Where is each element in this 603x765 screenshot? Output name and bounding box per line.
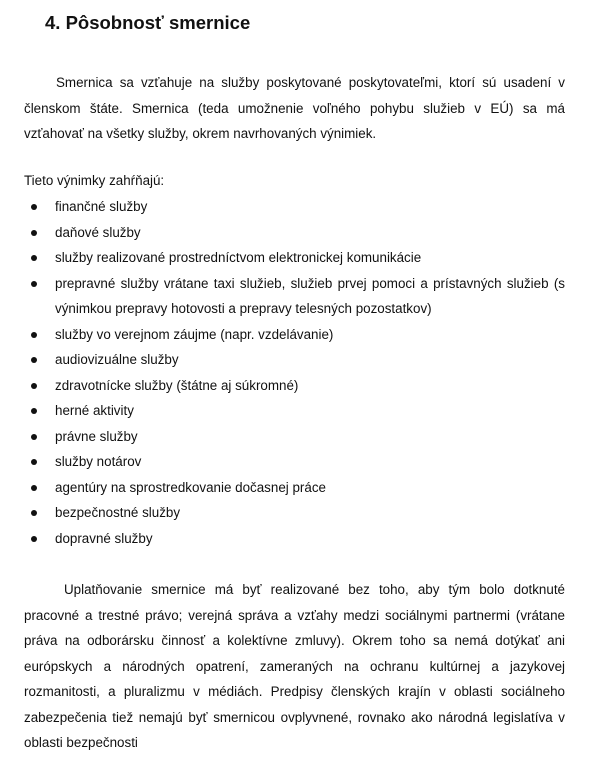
exceptions-list [24, 194, 565, 551]
list-item [24, 526, 565, 552]
bullet-icon [31, 485, 37, 491]
bullet-icon [31, 332, 37, 338]
bullet-icon [31, 230, 37, 236]
list-item-text: audiovizuálne služby [55, 352, 179, 367]
list-item-text: služby notárov [55, 454, 142, 469]
list-item-text: služby vo verejnom záujme (napr. vzdelávanie) [55, 326, 334, 342]
bullet-icon [31, 434, 37, 440]
bullet-icon [31, 255, 37, 261]
bullet-icon [31, 408, 37, 414]
list-item [24, 424, 565, 450]
bullet-icon [31, 357, 37, 363]
list-item-text: prepravné služby vrátane taxi služieb, služieb prvej pomoci a prístavných služieb (s výnimkou prepravy hotovosti a prepravy telesných pozostatkov) [55, 275, 565, 316]
list-item-text: bezpečnostné služby [55, 505, 181, 520]
list-item-text: dopravné služby [55, 530, 153, 546]
list-item [24, 322, 565, 348]
list-item [24, 475, 565, 501]
list-item [24, 398, 565, 424]
list-item-text: agentúry na sprostredkovanie dočasnej práce [55, 479, 326, 495]
list-item [24, 347, 565, 373]
bullet-icon [31, 510, 37, 516]
list-item-text: daňové služby [55, 224, 141, 240]
scope-paragraph: Smernica sa vzťahuje na služby poskytované poskytovateľmi, ktorí sú usadení v členskom štáte. Smernica (teda umožnenie voľného pohybu služieb v EÚ) sa má vzťahovať na všetky služby, okrem navrhovaných výnimiek. [24, 75, 565, 141]
bullet-icon [31, 459, 37, 465]
section-heading: 4. Pôsobnosť smernice [45, 12, 251, 33]
list-item-text: služby realizované prostredníctvom elektronickej komunikácie [55, 250, 422, 265]
exceptions-intro: Tieto výnimky zahŕňajú: [24, 173, 165, 188]
list-item [24, 271, 565, 322]
bullet-icon [31, 383, 37, 389]
list-item-text: finančné služby [55, 199, 148, 214]
bullet-icon [31, 536, 37, 542]
bullet-icon [31, 281, 37, 287]
application-paragraph: Uplatňovanie smernice má byť realizované bez toho, aby tým bolo dotknuté pracovné a trestné právo; verejná správa a vzťahy medzi sociálnymi partnermi (vrátane práva na odborársku činnosť a kolektívne zmluvy). Okrem toho sa nemá dotýkať ani európskych a národných opatrení, zameraných na ochranu kultúrnej a jazykovej rozmanitosti, a pluralizmu v médiách. Predpisy členských krajín v oblasti sociálneho zabezpečenia tiež nemajú byť smernicou ovplyvnené, rovnako ako národná legislatíva v oblasti bezpečnosti [24, 582, 565, 750]
list-item-text: právne služby [55, 428, 138, 444]
list-item [24, 245, 565, 271]
list-item [24, 194, 565, 220]
list-item [24, 449, 565, 475]
bullet-icon [31, 204, 37, 210]
list-item [24, 373, 565, 399]
list-item-text: herné aktivity [55, 403, 134, 418]
list-item [24, 220, 565, 246]
list-item-text: zdravotnícke služby (štátne aj súkromné) [55, 377, 299, 393]
list-item [24, 500, 565, 526]
